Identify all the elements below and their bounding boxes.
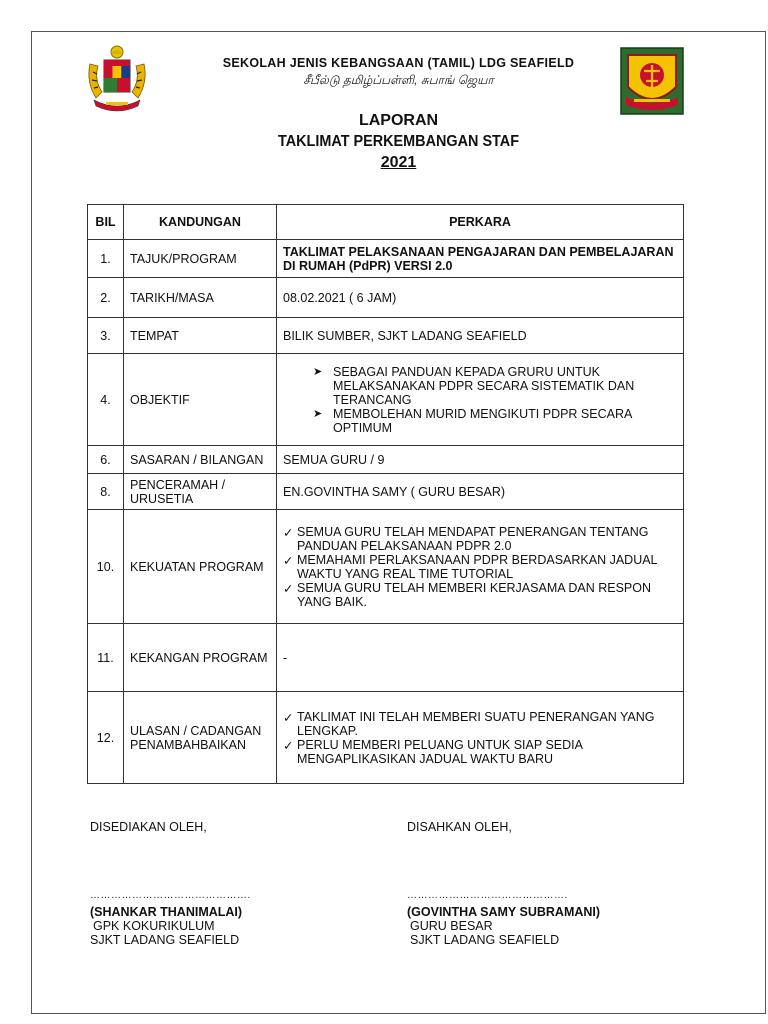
row-value [277, 510, 684, 624]
table-row [88, 240, 684, 278]
row-number: 10. [88, 510, 124, 624]
table-row [88, 278, 684, 318]
row-label: OBJEKTIF [124, 354, 277, 446]
school-name: SEKOLAH JENIS KEBANGSAAN (TAMIL) LDG SEAFIELD [222, 56, 575, 70]
table-row [88, 446, 684, 474]
row-value [277, 692, 684, 784]
table-row [88, 318, 684, 354]
column-header-perkara: PERKARA [277, 205, 684, 240]
row-number: 4. [88, 354, 124, 446]
report-title: LAPORAN [358, 112, 439, 129]
preparer-org: SJKT LADANG SEAFIELD [90, 933, 240, 947]
row-number: 12. [88, 692, 124, 784]
report-subtitle: TAKLIMAT PERKEMBANGAN STAF [277, 133, 520, 150]
row-number: 1. [88, 240, 124, 278]
school-name-tamil: சீபீல்டு தமிழ்ப்பள்ளி, சுபாங் ஜெயா [303, 73, 494, 87]
signature-line: ………………………………………. [90, 890, 251, 901]
row-label: TAJUK/PROGRAM [124, 240, 277, 278]
row-label: KEKANGAN PROGRAM [124, 624, 277, 692]
approved-by-block [407, 820, 600, 947]
preparer-role: GPK KOKURIKULUM [93, 919, 215, 933]
table-row [88, 624, 684, 692]
school-crest-logo [620, 47, 684, 115]
row-label: TEMPAT [124, 318, 277, 354]
approved-by-heading: DISAHKAN OLEH, [407, 820, 512, 834]
report-page [31, 31, 766, 1014]
signature-line: ………………………………………. [407, 890, 568, 901]
table-row [88, 474, 684, 510]
row-value: BILIK SUMBER, SJKT LADANG SEAFIELD [277, 318, 684, 354]
row-number: 8. [88, 474, 124, 510]
row-number: 3. [88, 318, 124, 354]
objective-list [283, 365, 677, 435]
row-value: TAKLIMAT PELAKSANAAN PENGAJARAN DAN PEMBELAJARAN DI RUMAH (PdPR) VERSI 2.0 [277, 240, 684, 278]
approver-role: GURU BESAR [410, 919, 493, 933]
table-row [88, 510, 684, 624]
row-number: 11. [88, 624, 124, 692]
prepared-by-block [90, 820, 251, 947]
suggestion-list [283, 710, 677, 766]
row-value [277, 354, 684, 446]
list-item: ✓ SEMUA GURU TELAH MEMBERI KERJASAMA DAN RESPON YANG BAIK. [283, 581, 677, 609]
row-label: TARIKH/MASA [124, 278, 277, 318]
row-label: ULASAN / CADANGAN PENAMBAHBAIKAN [124, 692, 277, 784]
approver-org: SJKT LADANG SEAFIELD [410, 933, 560, 947]
strength-list [283, 525, 677, 609]
column-header-bil: BIL [88, 205, 124, 240]
row-label: KEKUATAN PROGRAM [124, 510, 277, 624]
row-value: - [277, 624, 684, 692]
row-number: 2. [88, 278, 124, 318]
prepared-by-heading: DISEDIAKAN OLEH, [90, 820, 207, 834]
report-year: 2021 [380, 154, 417, 171]
table-row [88, 692, 684, 784]
row-value: SEMUA GURU / 9 [277, 446, 684, 474]
list-item: ✓ TAKLIMAT INI TELAH MEMBERI SUATU PENERANGAN YANG LENGKAP. [283, 710, 677, 738]
report-table [87, 204, 684, 784]
column-header-kandungan: KANDUNGAN [124, 205, 277, 240]
table-row [88, 354, 684, 446]
row-number: 6. [88, 446, 124, 474]
row-label: PENCERAMAH / URUSETIA [124, 474, 277, 510]
preparer-name: (SHANKAR THANIMALAI) [90, 905, 243, 919]
list-item: ✓ PERLU MEMBERI PELUANG UNTUK SIAP SEDIA MENGAPLIKASIKAN JADUAL WAKTU BARU [283, 738, 677, 766]
table-header-row [88, 205, 684, 240]
list-item: ➤ MEMBOLEHAN MURID MENGIKUTI PDPR SECARA OPTIMUM [313, 407, 677, 435]
approver-name: (GOVINTHA SAMY SUBRAMANI) [407, 905, 601, 919]
row-value: 08.02.2021 ( 6 JAM) [277, 278, 684, 318]
row-label: SASARAN / BILANGAN [124, 446, 277, 474]
list-item: ➤ SEBAGAI PANDUAN KEPADA GRURU UNTUK MELAKSANAKAN PDPR SECARA SISTEMATIK DAN TERANCANG [313, 365, 677, 407]
list-item: ✓ MEMAHAMI PERLAKSANAAN PDPR BERDASARKAN JADUAL WAKTU YANG REAL TIME TUTORIAL [283, 553, 677, 581]
list-item: ✓ SEMUA GURU TELAH MENDAPAT PENERANGAN TENTANG PANDUAN PELAKSANAAN PDPR 2.0 [283, 525, 677, 553]
row-value: EN.GOVINTHA SAMY ( GURU BESAR) [277, 474, 684, 510]
